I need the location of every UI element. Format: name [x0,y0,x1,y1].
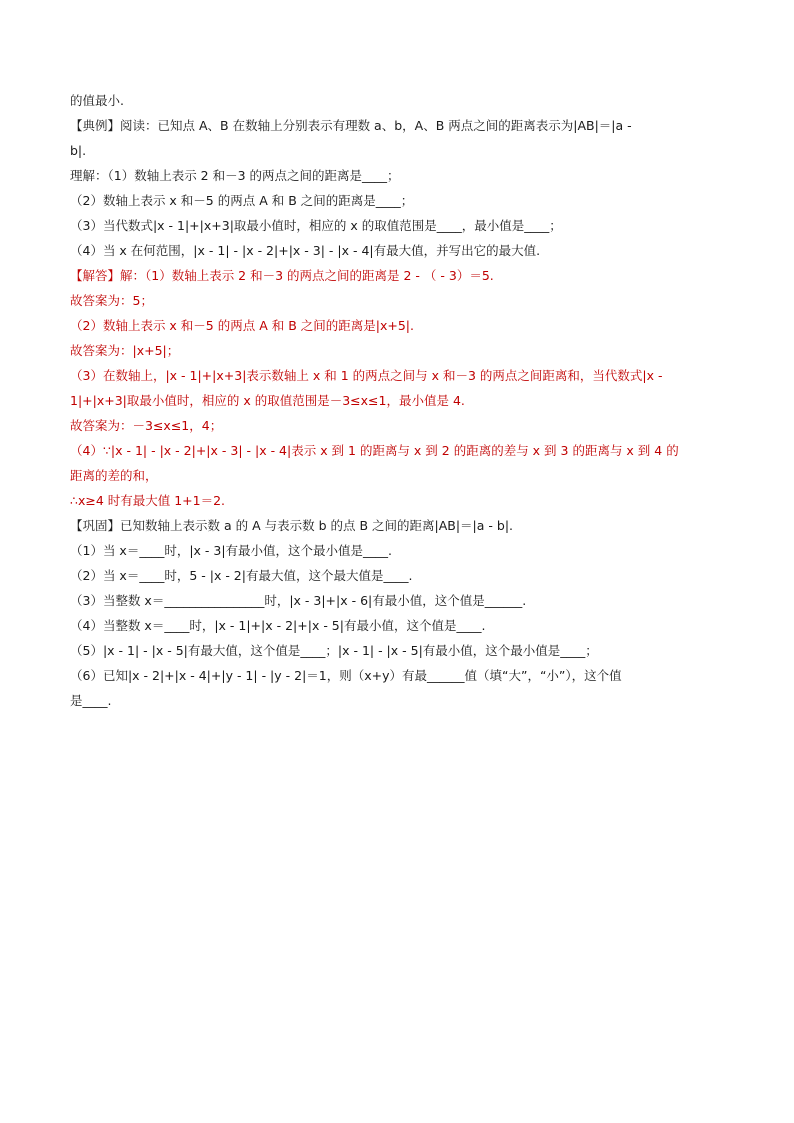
solution-answer-2: 故答案为：|x+5|； [70,343,180,358]
solution-line-4a: （4）∵|x - 1| - |x - 2|+|x - 3| - |x - 4|表示 x 到 1 的距离与 x 到 2 的距离的差与 x 到 3 的距离与 x 到 4 的 [70,443,679,458]
solution-answer-3: 故答案为：－3≤x≤1，4； [70,418,223,433]
example-question-2: （2）数轴上表示 x 和－5 的两点 A 和 B 之间的距离是____； [70,193,414,208]
solution-answer-1: 故答案为：5； [70,293,153,308]
example-question-1: 理解：（1）数轴上表示 2 和－3 的两点之间的距离是____； [70,168,400,183]
practice-question-3: （3）当整数 x＝________________时，|x - 3|+|x - 6|有最小值，这个值是______. [70,593,527,608]
example-question-3: （3）当代数式|x - 1|+|x+3|取最小值时，相应的 x 的取值范围是____，最小值是____； [70,218,562,233]
practice-question-5: （5）|x - 1| - |x - 5|有最大值，这个值是____；|x - 1| - |x - 5|有最小值，这个最小值是____； [70,643,598,658]
solution-line-3b: 1|+|x+3|取最小值时，相应的 x 的取值范围是－3≤x≤1，最小值是 4. [70,393,465,408]
solution-line-4b: 距离的差的和， [70,468,158,483]
solution-line-4c: ∴x≥4 时有最大值 1+1＝2. [70,493,226,508]
text-line-1: 的值最小. [70,93,124,108]
example-question-4: （4）当 x 在何范围，|x - 1| - |x - 2|+|x - 3| - |x - 4|有最大值，并写出它的最大值. [70,243,541,258]
practice-intro: 【巩固】已知数轴上表示数 a 的 A 与表示数 b 的点 B 之间的距离|AB|＝|a - b|. [70,518,514,533]
practice-question-4: （4）当整数 x＝____时，|x - 1|+|x - 2|+|x - 5|有最小值，这个值是____. [70,618,486,633]
solution-line-1: 【解答】解：（1）数轴上表示 2 和－3 的两点之间的距离是 2 - （ - 3）＝5. [70,268,494,283]
practice-question-6b: 是____. [70,693,112,708]
practice-question-1: （1）当 x＝____时，|x - 3|有最小值，这个最小值是____. [70,543,393,558]
example-intro-line-2: b|. [70,143,87,158]
solution-line-3a: （3）在数轴上，|x - 1|+|x+3|表示数轴上 x 和 1 的两点之间与 x 和－3 的两点之间距离和，当代数式|x - [70,368,663,383]
solution-line-2: （2）数轴上表示 x 和－5 的两点 A 和 B 之间的距离是|x+5|. [70,318,414,333]
practice-question-6a: （6）已知|x - 2|+|x - 4|+|y - 1| - |y - 2|＝1，则（x+y）有最______值（填“大”，“小”），这个值 [70,668,622,683]
document-body [70,92,730,717]
example-intro-line-1: 【典例】阅读：已知点 A、B 在数轴上分别表示有理数 a、b，A、B 两点之间的距离表示为|AB|＝|a - [70,118,632,133]
practice-question-2: （2）当 x＝____时，5 - |x - 2|有最大值，这个最大值是____. [70,568,413,583]
